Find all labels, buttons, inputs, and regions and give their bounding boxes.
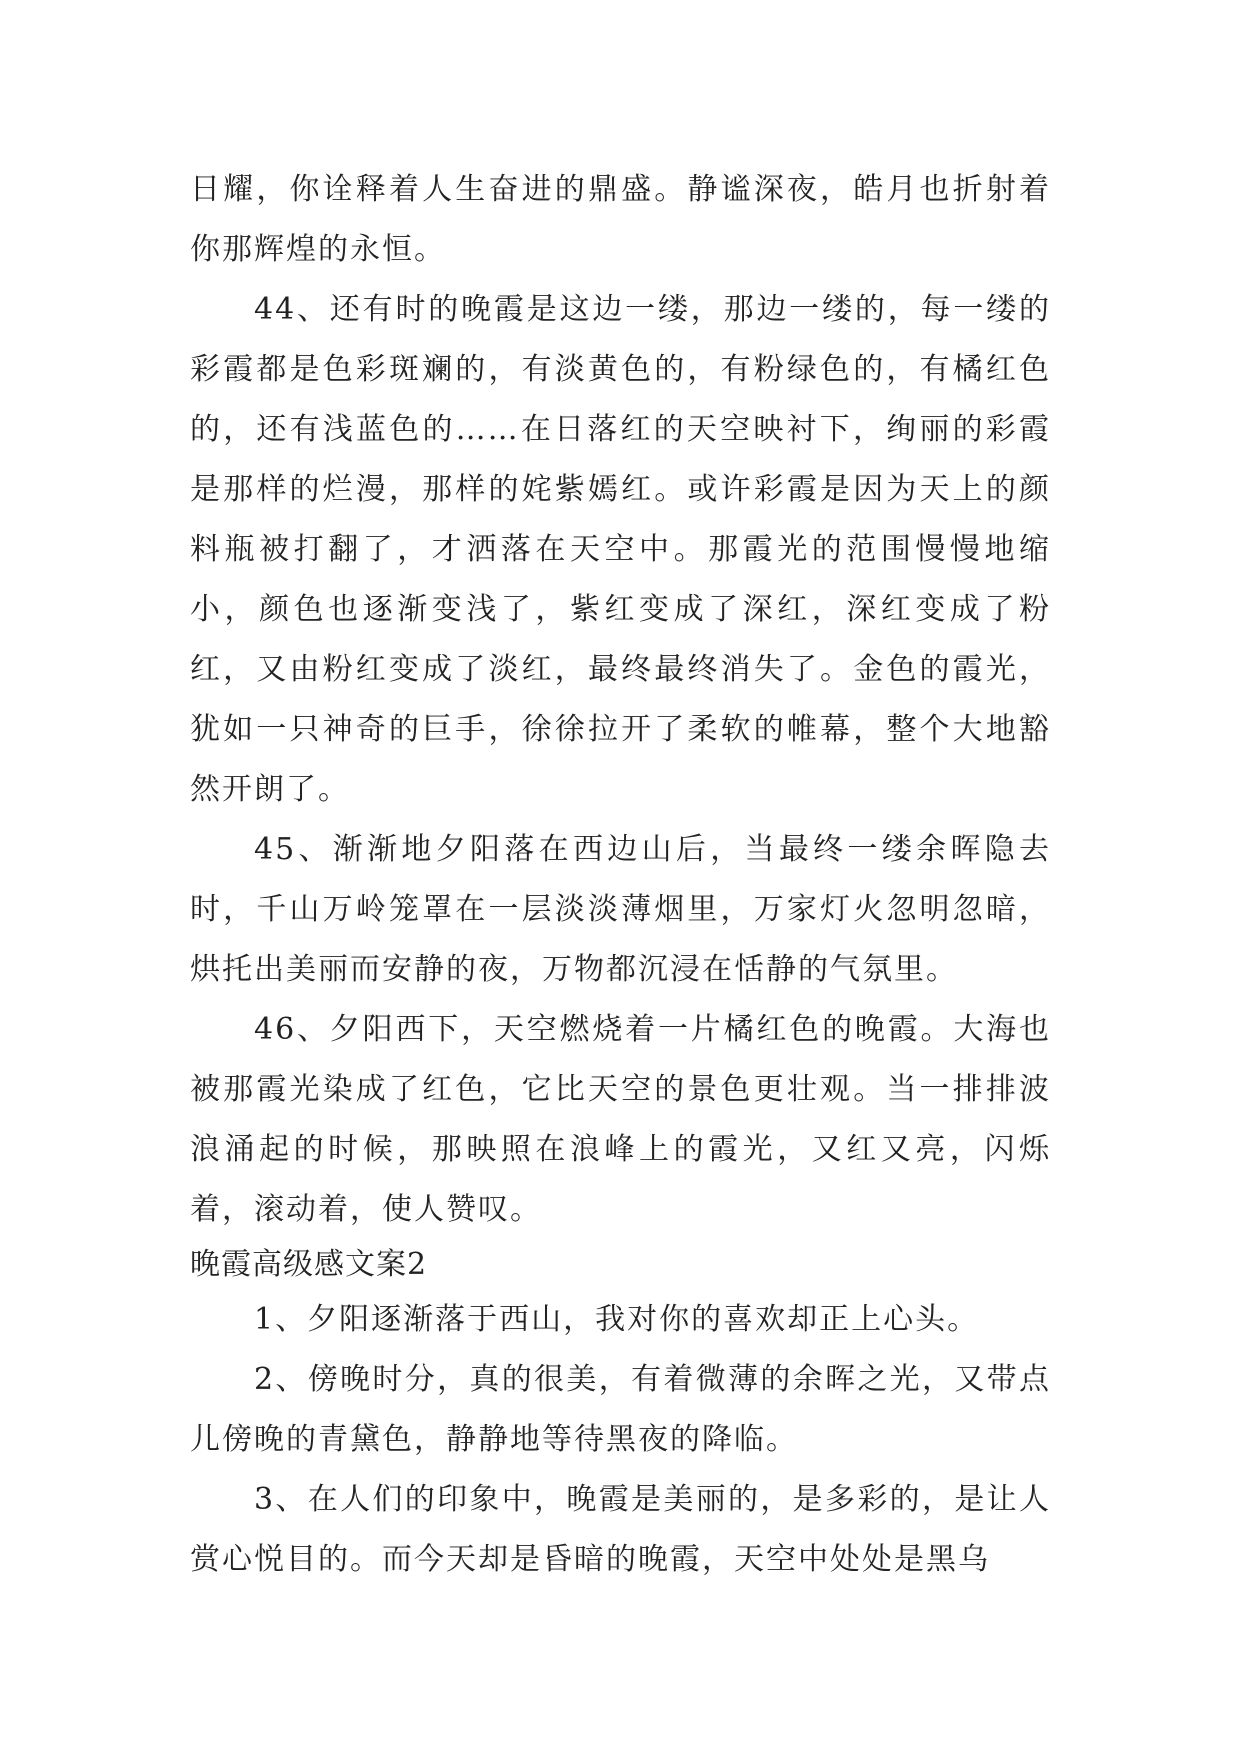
paragraph-2: 2、傍晚时分，真的很美，有着微薄的余晖之光，又带点儿傍晚的青黛色，静静地等待黑夜的降临。 [190,1362,1051,1457]
paragraph-45: 45、渐渐地夕阳落在西边山后，当最终一缕余晖隐去时，千山万岭笼罩在一层淡淡薄烟里，万家灯火忽明忽暗，烘托出美丽而安静的夜，万物都沉浸在恬静的气氛里。 [190,832,1051,987]
paragraph-46: 46、夕阳西下，天空燃烧着一片橘红色的晚霞。大海也被那霞光染成了红色，它比天空的景色更壮观。当一排排波浪涌起的时候，那映照在浪峰上的霞光，又红又亮，闪烁着，滚动着，使人赞叹。 [190,1012,1051,1227]
paragraph-3: 3、在人们的印象中，晚霞是美丽的，是多彩的，是让人赏心悦目的。而今天却是昏暗的晚霞，天空中处处是黑乌 [190,1482,1051,1577]
paragraph-continued: 日耀，你诠释着人生奋进的鼎盛。静谧深夜，皓月也折射着你那辉煌的永恒。 [190,172,1051,267]
section-heading: 晚霞高级感文案2 [190,1247,428,1282]
paragraph-44: 44、还有时的晚霞是这边一缕，那边一缕的，每一缕的彩霞都是色彩斑斓的，有淡黄色的，有粉绿色的，有橘红色的，还有浅蓝色的……在日落红的天空映衬下，绚丽的彩霞是那样的烂漫，那样的姹紫嫣红。或许彩霞是因为天上的颜料瓶被打翻了，才洒落在天空中。那霞光的范围慢慢地缩小，颜色也逐渐变浅了，紫红变成了深红，深红变成了粉红，又由粉红变成了淡红，最终最终消失了。金色的霞光，犹如一只神奇的巨手，徐徐拉开了柔软的帷幕，整个大地豁然开朗了。 [190,292,1051,807]
document-page [190,160,1051,1590]
paragraph-1: 1、夕阳逐渐落于西山，我对你的喜欢却正上心头。 [254,1302,980,1337]
